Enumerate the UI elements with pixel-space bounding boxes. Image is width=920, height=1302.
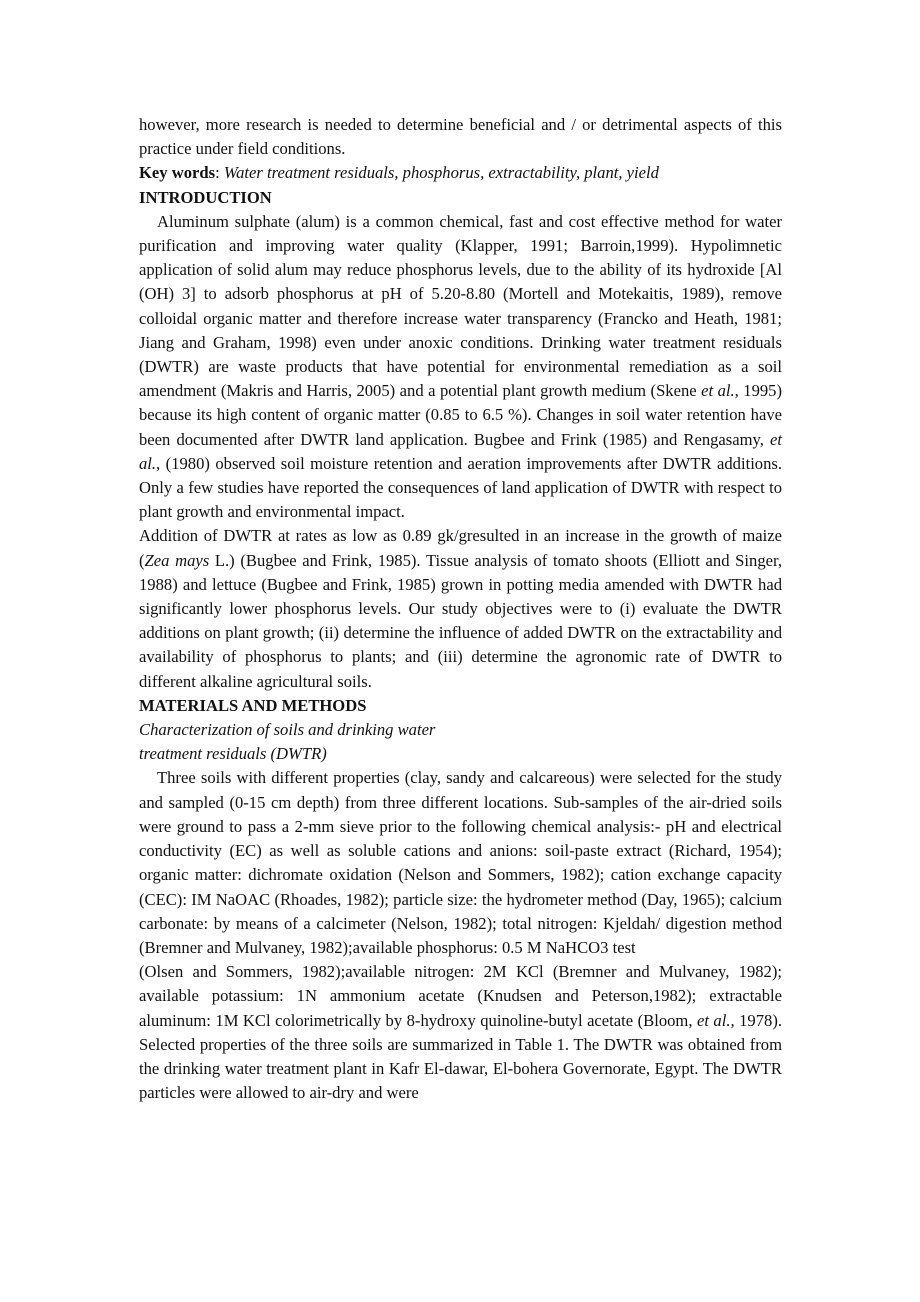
methods-p2-text-a: (Olsen and Sommers, 1982);available nitrogen: 2M KCl (Bremner and Mulvaney, 1982); available potassium: 1N ammonium acetate (Knudsen and Peterson,1982); extractable aluminum: 1M KCl colorimetrically by 8-hydroxy quinoline-butyl acetate (Bloom, [139, 962, 782, 1030]
methods-heading: MATERIALS AND METHODS [139, 695, 367, 715]
keywords-text: Water treatment residuals, phosphorus, extractability, plant, yield [223, 163, 659, 183]
document-page [139, 113, 782, 1105]
keywords-line [139, 161, 782, 185]
intro-p1-etal-2: et al., [139, 429, 782, 473]
intro-p2-species: Zea mays [144, 550, 210, 570]
introduction-heading: INTRODUCTION [139, 187, 272, 207]
intro-p1-text-c: (1980) observed soil moisture retention and aeration improvements after DWTR additions. Only a few studies have reported the consequences of land application of DWTR with respect to plant growth and environmental impact. [139, 453, 782, 522]
intro-p1-text-a: Aluminum sulphate (alum) is a common chemical, fast and cost effective method for water purification and improving water quality (Klapper, 1991; Barroin,1999). Hypolimnetic application of solid alum may reduce phosphorus levels, due to the ability of its hydroxide [Al (OH) 3] to adsorb phosphorus at pH of 5.20-8.80 (Mortell and Motekaitis, 1989), remove colloidal organic matter and therefore increase water transparency (Francko and Heath, 1981; Jiang and Graham, 1998) even under anoxic conditions. Drinking water treatment residuals (DWTR) are waste products that have potential for environmental remediation as a soil amendment (Makris and Harris, 2005) and a potential plant growth medium (Skene [139, 211, 782, 401]
methods-p2-etal: et al., [696, 1010, 735, 1030]
introduction-paragraph-1 [139, 210, 782, 525]
intro-p2-text-b: L.) (Bugbee and Frink, 1985). Tissue analysis of tomato shoots (Elliott and Singer, 1988) and lettuce (Bugbee and Frink, 1985) grown in potting media amended with DWTR had significantly lower phosphorus levels. Our study objectives were to (i) evaluate the DWTR additions on plant growth; (ii) determine the influence of added DWTR on the extractability and availability of phosphorus to plants; and (iii) determine the agronomic rate of DWTR to different alkaline agricultural soils. [139, 550, 782, 691]
methods-paragraph-1: Three soils with different properties (clay, sandy and calcareous) were selected for the study and sampled (0-15 cm depth) from three different locations. Sub-samples of the air-dried soils were ground to pass a 2-mm sieve prior to the following chemical analysis:- pH and electrical conductivity (EC) as well as soluble cations and anions: soil-paste extract (Richard, 1954); organic matter: dichromate oxidation (Nelson and Sommers, 1982); cation exchange capacity (CEC): IM NaOAC (Rhoades, 1982); particle size: the hydrometer method (Day, 1965); calcium carbonate: by means of a calcimeter (Nelson, 1982); total nitrogen: Kjeldah/ digestion method (Bremner and Mulvaney, 1982);available phosphorus: 0.5 M NaHCO3 test [139, 768, 782, 957]
methods-p2-text-b: 1978). Selected properties of the three soils are summarized in Table 1. The DWTR was obtained from the drinking water treatment plant in Kafr El-dawar, El-bohera Governorate, Egypt. The DWTR particles were allowed to air-dry and were [139, 1010, 782, 1103]
introduction-paragraph-2 [139, 524, 782, 693]
methods-subheading-line-2: treatment residuals (DWTR) [139, 744, 327, 764]
keywords-label: Key words [139, 163, 216, 183]
abstract-tail: however, more research is needed to determine beneficial and / or detrimental aspects of this practice under field conditions. [139, 115, 782, 159]
keywords-separator: : [215, 163, 224, 183]
intro-p2-text-a: Addition of DWTR at rates as low as 0.89 gk/gresulted in an increase in the growth of maize ( [139, 526, 782, 570]
methods-paragraph-2 [139, 960, 782, 1105]
methods-subheading-line-1: Characterization of soils and drinking water [139, 720, 436, 740]
intro-p1-text-b: 1995) because its high content of organic matter (0.85 to 6.5 %). Changes in soil water retention have been documented after DWTR land application. Bugbee and Frink (1985) and Rengasamy, [139, 381, 782, 449]
intro-p1-etal-1: et al., [701, 381, 739, 401]
